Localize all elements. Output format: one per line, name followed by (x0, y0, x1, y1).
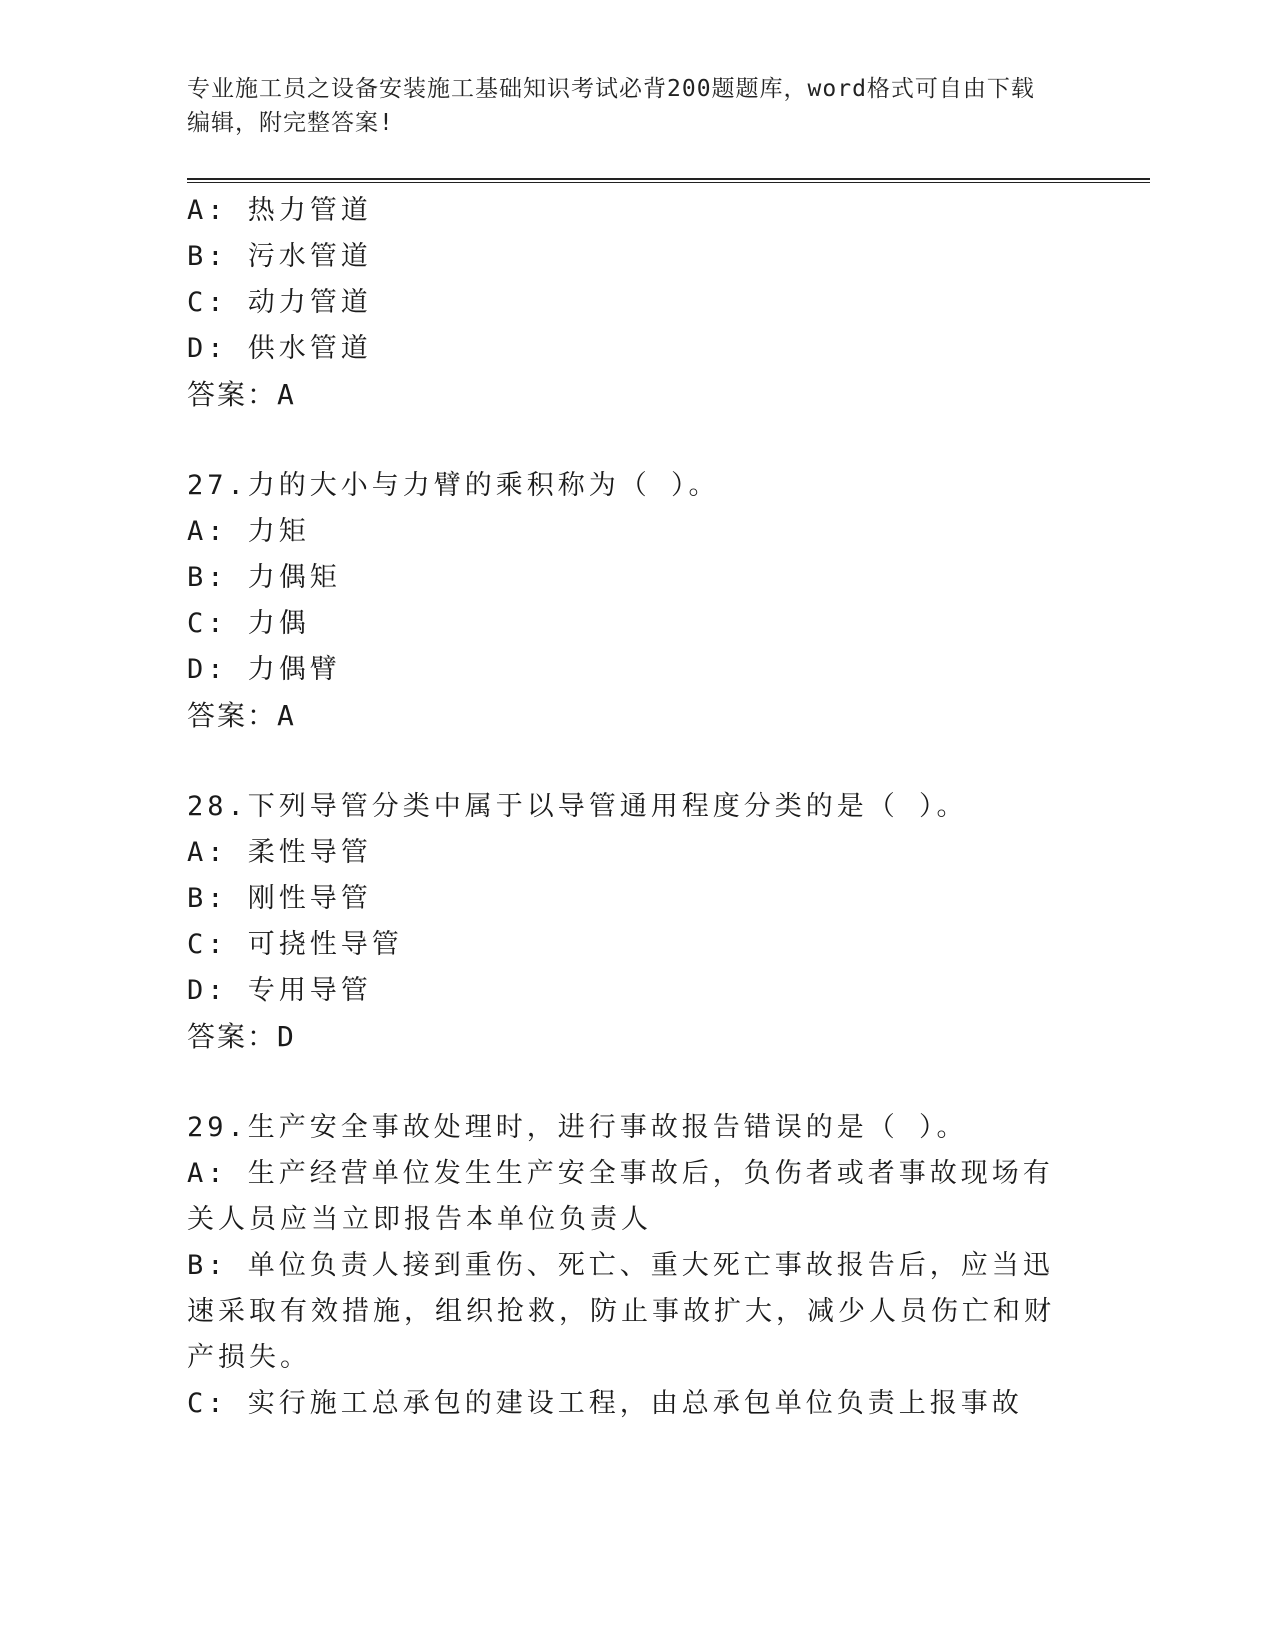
option-b: B: 刚性导管 (187, 883, 372, 914)
answer-label: 答案：D (187, 1020, 296, 1053)
option-b: B: 单位负责人接到重伤、死亡、重大死亡事故报告后，应当迅速采取有效措施，组织抢救，防止事故扩大，减少人员伤亡和财产损失。 (187, 1250, 1055, 1373)
option-b: B: 力偶矩 (187, 562, 341, 593)
option-a: A: 柔性导管 (187, 837, 372, 868)
option-b: B: 污水管道 (187, 241, 372, 272)
question-text: 27.力的大小与力臂的乘积称为（ ）。 (187, 470, 720, 501)
question-list (187, 188, 1087, 1427)
answer-label: 答案：A (187, 378, 296, 411)
option-c: C: 可挠性导管 (187, 929, 403, 960)
question-29-block (187, 1105, 1087, 1427)
header-divider-thick (187, 178, 1150, 180)
option-c: C: 力偶 (187, 608, 310, 639)
question-text: 28.下列导管分类中属于以导管通用程度分类的是（ ）。 (187, 791, 968, 822)
option-a: A: 生产经营单位发生生产安全事故后，负伤者或者事故现场有关人员应当立即报告本单位负责人 (187, 1158, 1054, 1235)
question-text: 29.生产安全事故处理时，进行事故报告错误的是（ ）。 (187, 1112, 968, 1143)
header-divider-thin (187, 182, 1150, 183)
header-line-2: 编辑，附完整答案! (187, 110, 394, 136)
option-d: D: 供水管道 (187, 333, 372, 364)
option-a: A: 热力管道 (187, 195, 372, 226)
option-c: C: 动力管道 (187, 287, 372, 318)
option-a: A: 力矩 (187, 516, 310, 547)
question-28-block (187, 784, 1087, 1060)
answer-label: 答案：A (187, 699, 296, 732)
option-d: D: 力偶臂 (187, 654, 341, 685)
document-header (187, 72, 1067, 140)
option-c: C: 实行施工总承包的建设工程，由总承包单位负责上报事故 (187, 1388, 1023, 1419)
question-26-block (187, 188, 1087, 418)
header-line-1: 专业施工员之设备安装施工基础知识考试必背200题题库，word格式可自由下载 (187, 76, 1035, 102)
question-27-block (187, 463, 1087, 739)
option-d: D: 专用导管 (187, 975, 372, 1006)
